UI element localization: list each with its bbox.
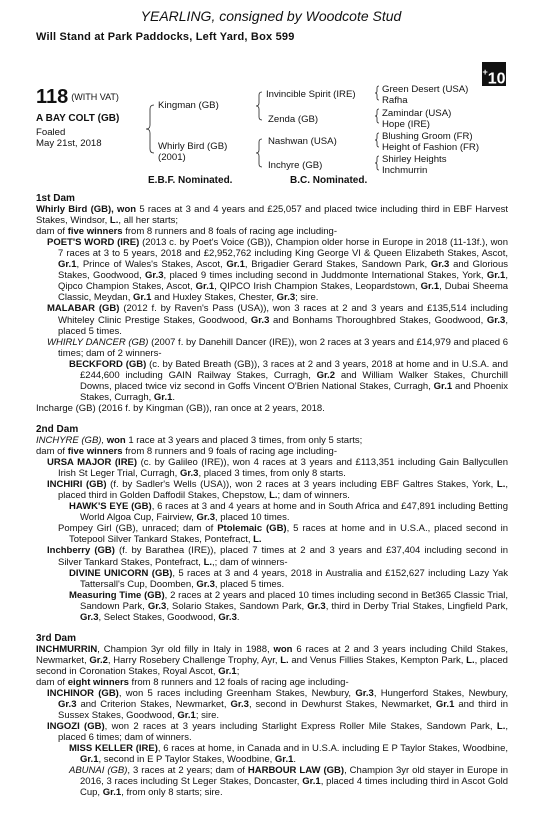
vat-label: (WITH VAT) — [71, 92, 119, 102]
bc-nomination: B.C. Nominated. — [290, 175, 368, 186]
produce-inchberry: Inchberry (GB) (f. by Barathea (IRE)), placed 7 times at 2 and 3 years and £37,404 including second in Silver Tankard Stakes, Pontefract, L.,; dam of winners- — [47, 545, 508, 568]
first-dam-heading: 1st Dam — [36, 193, 75, 204]
first-dam-summary: Whirly Bird (GB), won 5 races at 3 and 4 years and £25,057 and placed twice including third in EBF Harvest Stakes, Windsor, L., all her starts; — [36, 204, 508, 227]
dam-sire: Nashwan (USA) — [268, 136, 337, 147]
first-dam-produce-intro: dam of five winners from 8 runners and 8 foals of racing age including- — [36, 226, 338, 238]
produce-divine-unicorn: DIVINE UNICORN (GB), 5 races at 3 and 4 years, 2018 in Australia and £152,627 including Lazy Yak Tattersall's Cup, Doomben, Gr.3, placed 5 times. — [69, 567, 508, 590]
second-dam-produce-intro: dam of five winners from 8 runners and 9 foals of racing age including- — [36, 446, 338, 458]
catalogue-body — [36, 193, 508, 798]
ebf-nomination: E.B.F. Nominated. — [148, 175, 233, 186]
colt-name: A BAY COLT (GB) — [36, 113, 120, 124]
foaled-label: Foaled — [36, 127, 66, 138]
second-dam-summary: INCHYRE (GB), won 1 race at 3 years and placed 3 times, from only 5 starts; — [36, 434, 363, 446]
sire-dam: Zenda (GB) — [268, 114, 319, 125]
produce-whirly-dancer: WHIRLY DANCER (GB) (2007 f. by Danehill Dancer (IRE)), won 2 races at 3 years and £14,979 and placed 6 times; dam of 2 winners- — [47, 336, 509, 359]
sire-name: Kingman (GB) — [158, 100, 219, 111]
stand-location: Will Stand at Park Paddocks, Left Yard, Box 599 — [36, 31, 295, 43]
badge-plus: + — [482, 67, 488, 77]
produce-poets-word: POET'S WORD (IRE) (2013 c. by Poet's Voice (GB)), Champion older horse in Europe in 2018 (11-13f.), won 7 races at 3 to 5 years, 2018 and £2,952,762 including King George VI & Queen Elizabeth Stakes, Ascot, Gr.1, Prince of Wales's Stakes, Ascot, Gr.1, Brigadier Gerard Stakes, Sandown Park, Gr.3 and Glorious Stakes, Goodwood, Gr.3, placed 9 times including second in Juddmonte International Stakes, York, Gr.1, Qipco Champion Stakes, Ascot, Gr.1, QIPCO Irish Champion Stakes, Leopardstown, Gr.1, Dubai Sheema Classic, Meydan, Gr.1 and Huxley Stakes, Chester, Gr.3; sire. — [47, 237, 509, 304]
sire-sire: Invincible Spirit (IRE) — [266, 89, 356, 100]
produce-ursa-major: URSA MAJOR (IRE) (c. by Galileo (IRE)), won 4 races at 3 years and £113,351 including Gain Ballycullen Irish St Leger Trial, Curragh, Gr.3, placed 3 times, from only 8 starts. — [47, 457, 508, 480]
produce-malabar: MALABAR (GB) (2012 f. by Raven's Pass (USA)), won 3 races at 2 and 3 years and £135,514 including Whiteley Clinic Prestige Stakes, Goodwood, Gr.3 and Bonhams Thoroughbred Stakes, Goodwood, Gr.3, placed 5 times. — [47, 303, 508, 337]
produce-hawks-eye: HAWK'S EYE (GB), 6 races at 3 and 4 years at home and in South Africa and £47,891 including Betting World Algoa Cup, Fairview, Gr.3, placed 10 times. — [69, 501, 508, 524]
produce-measuring-time: Measuring Time (GB), 2 races at 2 years and placed 10 times including second in Bet365 Classic Trial, Sandown Park, Gr.3, Solario Stakes, Sandown Park, Gr.3, third in Derby Trial Stakes, Lingfield Park, Gr.3, Select Stakes, Goodwood, Gr.3. — [69, 589, 508, 623]
produce-abunai: ABUNAI (GB), 3 races at 2 years; dam of HARBOUR LAW (GB), Champion 3yr old stayer in Europe in 2016, 3 races including St Leger Stakes, Doncaster, Gr.1, placed 4 times including third in Ascot Gold Cup, Gr.1, from only 8 starts; sire. — [69, 765, 509, 799]
dam-dam: Inchyre (GB) — [268, 160, 323, 171]
granddam-2: Hope (IRE) — [382, 119, 430, 130]
produce-beckford: BECKFORD (GB) (c. by Bated Breath (GB)), 3 races at 2 and 3 years, 2018 at home and in U.S.A. and £244,600 including GAIN Railway Stakes, Curragh, Gr.2 and William Walker Stakes, Churchill Downs, placed twice viz second in Goffs Vincent O'Brien National Stakes, Curragh, Gr.1 and Phoenix Stakes, Curragh, Gr.1. — [69, 358, 509, 403]
third-dam-summary: INCHMURRIN, Champion 3yr old filly in Italy in 1988, won 6 races at 2 and 3 years including Child Stakes, Newmarket, Gr.2, Harry Rosebery Challenge Trophy, Ayr, L. and Venus Fillies Stakes, Kempton Park, L., placed second in Coronation Stakes, Royal Ascot, Gr.1; — [36, 643, 508, 677]
lot-number-value: 118 — [36, 86, 69, 108]
third-dam-produce-intro: dam of eight winners from 8 runners and 12 foals of racing age including- — [36, 676, 349, 688]
grandsire-4: Shirley Heights — [382, 154, 447, 165]
produce-incharge: Incharge (GB) (2016 f. by Kingman (GB)), ran once at 2 years, 2018. — [36, 402, 325, 414]
grandsire-3: Blushing Groom (FR) — [382, 131, 473, 142]
foaled-date: May 21st, 2018 — [36, 138, 102, 149]
produce-inchinor: INCHINOR (GB), won 5 races including Greenham Stakes, Newbury, Gr.3, Hungerford Stakes, Newbury, Gr.3 and Criterion Stakes, Newmarket, Gr.3, second in Dewhurst Stakes, Newmarket, Gr.1 and third in Sussex Stakes, Goodwood, Gr.1; sire. — [47, 688, 508, 722]
dam-year: (2001) — [158, 152, 186, 163]
dam-name: Whirly Bird (GB) — [158, 141, 228, 152]
produce-miss-keller: MISS KELLER (IRE), 6 races at home, in Canada and in U.S.A. including E P Taylor Stakes, Woodbine, Gr.1, second in E P Taylor Stakes, Woodbine, Gr.1. — [69, 743, 508, 766]
granddam-3: Height of Fashion (FR) — [382, 142, 480, 153]
third-dam-heading: 3rd Dam — [36, 632, 77, 644]
sale-title: YEARLING, consigned by Woodcote Stud — [140, 8, 402, 24]
produce-ingozi: INGOZI (GB), won 2 races at 3 years including Starlight Express Roller Mile Stakes, Sandown Park, L., placed 6 times; dam of winners. — [47, 721, 508, 744]
second-dam-heading: 2nd Dam — [36, 423, 79, 435]
produce-pompey-girl: Pompey Girl (GB), unraced; dam of Ptolemaic (GB), 5 races at home and in U.S.A., placed second in Totepool Silver Tankard Stakes, Pontefract, L. — [58, 523, 509, 546]
granddam-1: Rafha — [382, 95, 408, 106]
granddam-4: Inchmurrin — [382, 165, 428, 176]
grandsire-1: Green Desert (USA) — [382, 84, 469, 95]
grandsire-2: Zamindar (USA) — [382, 108, 452, 119]
badge-number: 10 — [487, 70, 506, 88]
produce-inchiri: INCHIRI (GB) (f. by Sadler's Wells (USA)), won 2 races at 3 years including EBF Galtres Stakes, York, L., placed third in Golden Daffodil Stakes, Chepstow, L.; dam of winners. — [47, 479, 508, 502]
